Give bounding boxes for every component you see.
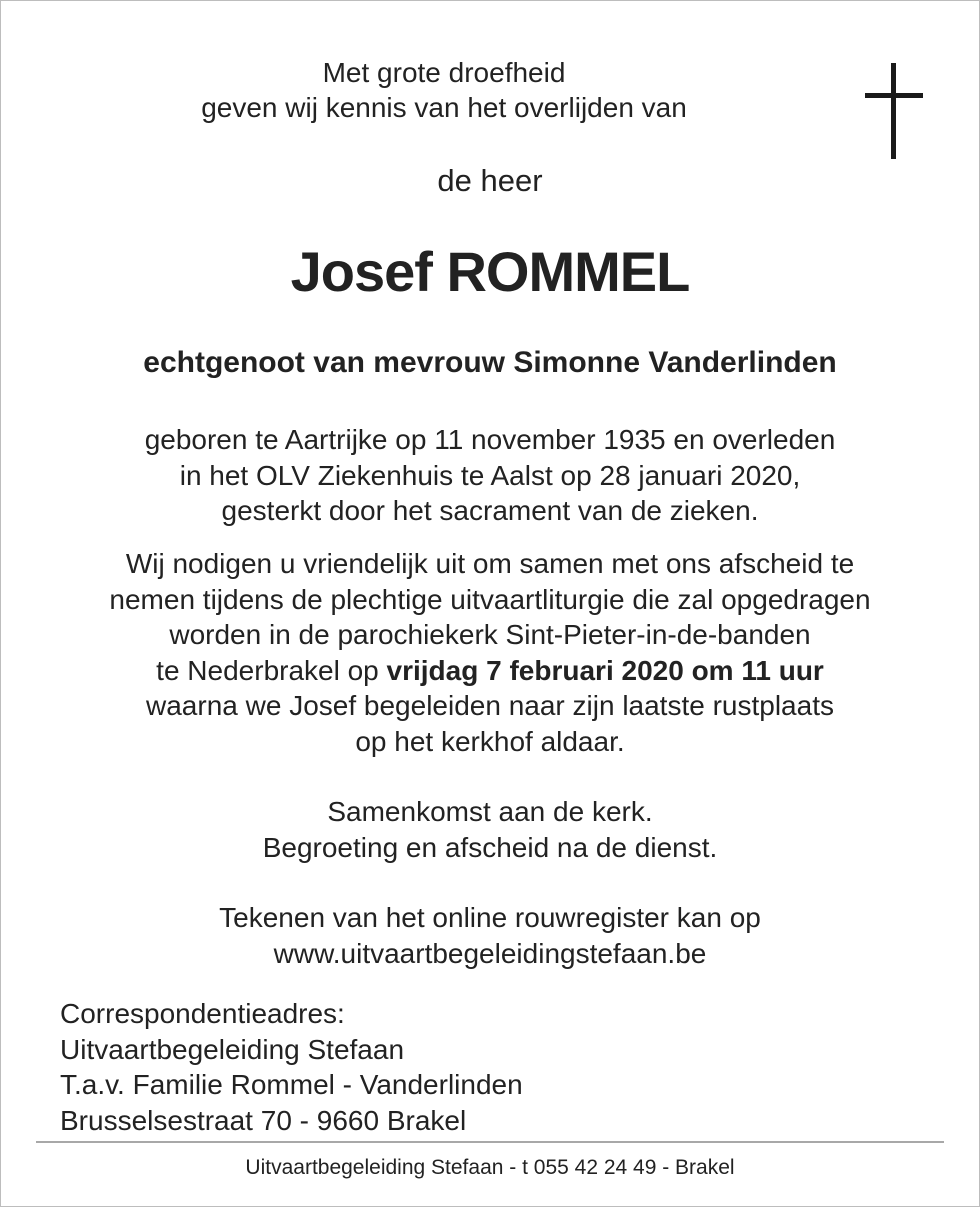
invitation-line: Wij nodigen u vriendelijk uit om samen met ons afscheid te — [125, 548, 855, 579]
gathering-line: Begroeting en afscheid na de dienst. — [262, 831, 718, 863]
invitation-place: te Nederbrakel op — [156, 654, 387, 686]
footer-credit: Uitvaartbegeleiding Stefaan - t 055 42 24 49 - Brakel — [245, 1156, 735, 1179]
gathering-line: Samenkomst aan de kerk. — [327, 796, 653, 827]
invitation-line: nemen tijdens de plechtige uitvaartliturgie die zal opgedragen — [109, 583, 871, 615]
intro-line: Met grote droefheid — [322, 57, 566, 88]
details-line: in het OLV Ziekenhuis te Aalst op 28 januari 2020, — [179, 459, 801, 491]
details-line: geboren te Aartrijke op 11 november 1935 en overleden — [144, 424, 836, 455]
intro-text — [0, 55, 933, 125]
invitation-line: op het kerkhof aldaar. — [355, 725, 625, 757]
register-text: Tekenen van het online rouwregister kan op — [219, 902, 761, 933]
footer-divider — [36, 1141, 944, 1143]
spouse-line: echtgenoot van mevrouw Simonne Vanderlinden — [143, 346, 837, 379]
birth-death-details — [1, 422, 979, 529]
intro-line: geven wij kennis van het overlijden van — [201, 92, 687, 123]
invitation-line: waarna we Josef begeleiden naar zijn laatste rustplaats — [146, 690, 834, 721]
invitation-line-date — [1, 653, 979, 689]
online-register — [1, 900, 979, 971]
address-line: T.a.v. Familie Rommel - Vanderlinden — [60, 1069, 523, 1100]
correspondence-address — [60, 996, 523, 1138]
honorific: de heer — [437, 163, 543, 198]
funeral-date-time: vrijdag 7 februari 2020 om 11 uur — [386, 654, 824, 686]
address-label: Correspondentieadres: — [60, 998, 345, 1029]
register-url: www.uitvaartbegeleidingstefaan.be — [273, 937, 707, 969]
deceased-name: Josef ROMMEL — [290, 240, 690, 303]
address-line: Uitvaartbegeleiding Stefaan — [60, 1033, 405, 1065]
details-line: gesterkt door het sacrament van de zieken. — [221, 495, 759, 526]
address-line: Brusselsestraat 70 - 9660 Brakel — [60, 1104, 467, 1136]
gathering-info — [1, 794, 979, 865]
invitation-line: worden in de parochiekerk Sint-Pieter-in-de-banden — [169, 619, 811, 650]
funeral-invitation — [1, 546, 979, 759]
